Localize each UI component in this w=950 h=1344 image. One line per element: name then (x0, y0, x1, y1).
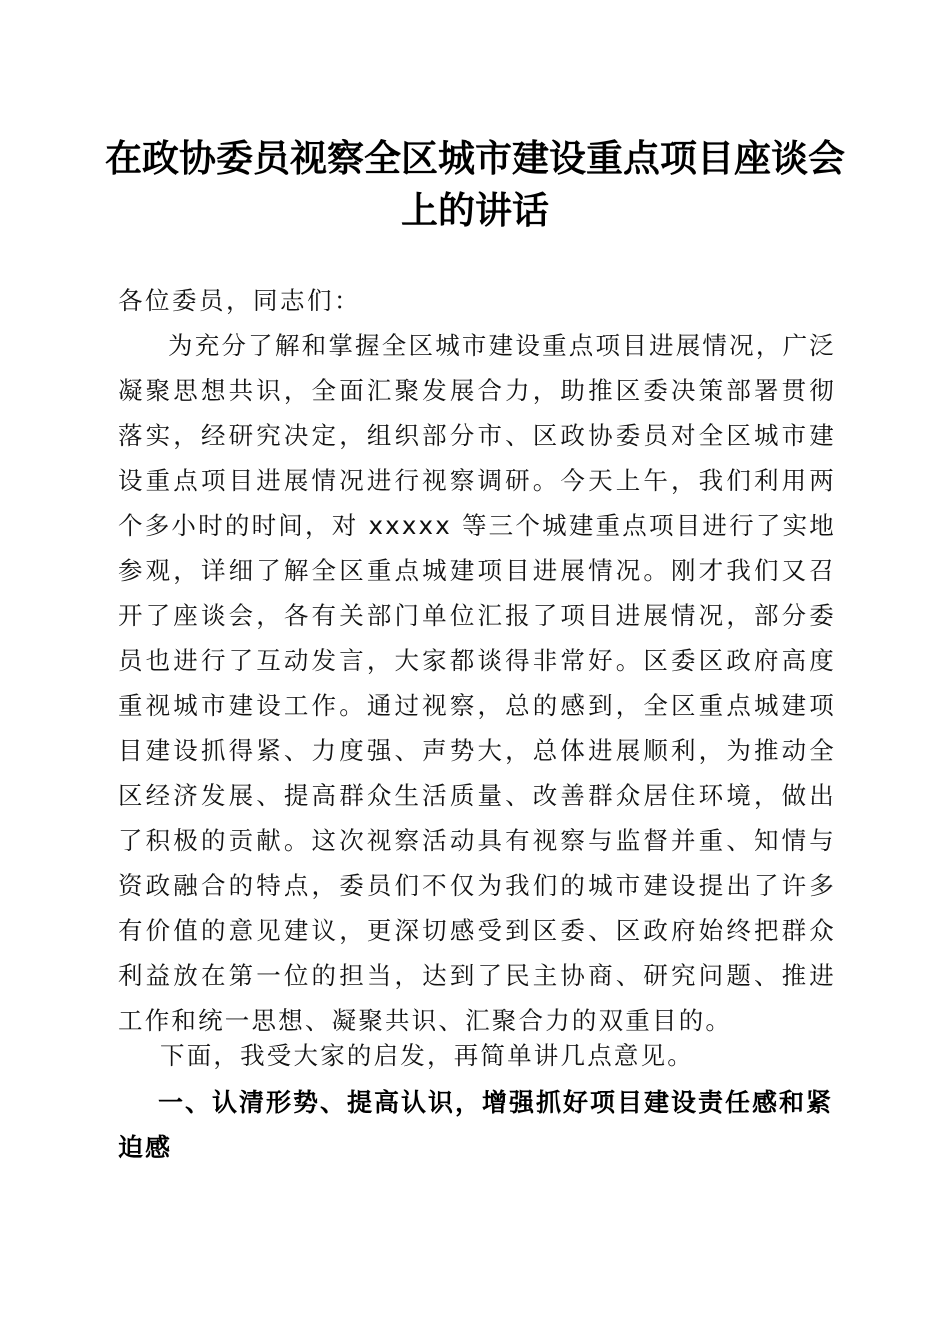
document-title (100, 132, 850, 236)
paragraph-intro: 为充分了解和掌握全区城市建设重点项目进展情况，广泛凝聚思想共识，全面汇聚发展合力，助推区委决策部署贯彻落实，经研究决定，组织部分市、区政协委员对全区城市建设重点项目进展情况进行视察调研。今天上午，我们利用两个多小时的时间，对 xxxxx 等三个城建重点项目进行了实地参观，详细了解全区重点城建项目进展情况。刚才我们又召开了座谈会，各有关部门单位汇报了项目进展情况，部分委员也进行了互动发言，大家都谈得非常好。区委区政府高度重视城市建设工作。通过视察，总的感到，全区重点城建项目建设抓得紧、力度强、声势大，总体进展顺利，为推动全区经济发展、提高群众生活质量、改善群众居住环境，做出了积极的贡献。这次视察活动具有视察与监督并重、知情与资政融合的特点，委员们不仅为我们的城市建设提出了许多有价值的意见建议，更深切感受到区委、区政府始终把群众利益放在第一位的担当，达到了民主协商、研究问题、推进工作和统一思想、凝聚共识、汇聚合力的双重目的。 (118, 331, 836, 1035)
title-line-1: 在政协委员视察全区城市建设重点项目座谈会 (105, 136, 845, 180)
title-line-2: 上的讲话 (401, 188, 549, 232)
salutation: 各位委员，同志们： (118, 286, 361, 315)
paragraph-transition: 下面，我受大家的启发，再简单讲几点意见。 (160, 1041, 694, 1070)
section-heading-1: 一、认清形势、提高认识，增强抓好项目建设责任感和紧迫感 (118, 1088, 834, 1162)
